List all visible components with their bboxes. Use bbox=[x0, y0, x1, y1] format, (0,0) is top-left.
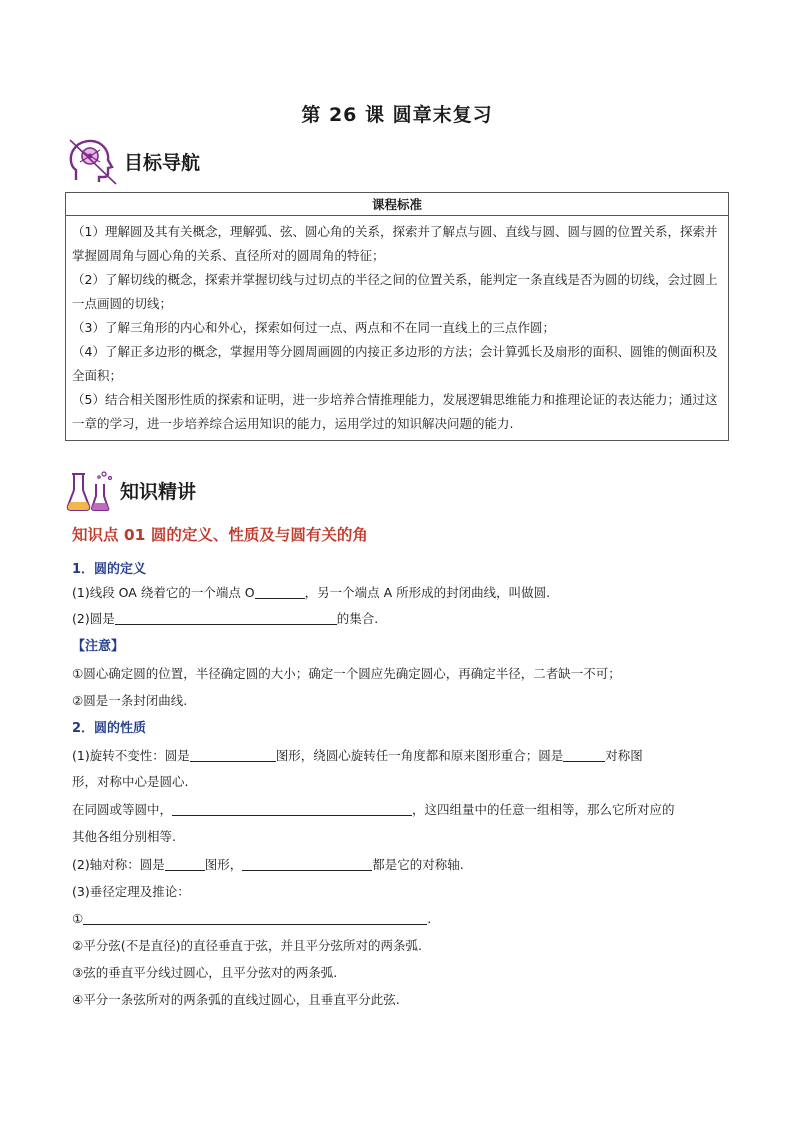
standard-item: （3）了解三角形的内心和外心，探索如何过一点、两点和不在同一直线上的三点作圆； bbox=[72, 320, 555, 335]
property-line-1: (1)旋转不变性：圆是 图形，绕圆心旋转任一角度都和原来图形重合；圆是 对称图 bbox=[72, 748, 643, 763]
note-heading: 【注意】 bbox=[72, 639, 125, 654]
knowledge-point-01-heading: 知识点 01 圆的定义、性质及与圆有关的角 bbox=[72, 526, 368, 544]
table-body bbox=[66, 216, 729, 441]
fill-blank[interactable] bbox=[242, 856, 372, 871]
property-line-5: (2)轴对称：圆是 图形， 都是它的对称轴. bbox=[72, 857, 464, 872]
corollary-1: ① . bbox=[72, 911, 432, 926]
property-line-6: (3)垂径定理及推论： bbox=[72, 884, 190, 899]
fill-blank[interactable] bbox=[255, 584, 305, 599]
fill-blank[interactable] bbox=[115, 610, 337, 625]
course-standards-table bbox=[65, 192, 729, 441]
brain-head-icon bbox=[66, 136, 118, 186]
knowledge-section-header bbox=[66, 468, 196, 512]
definition-line-2: (2)圆是 的集合. bbox=[72, 611, 379, 626]
property-line-3: 在同圆或等圆中， ，这四组量中的任意一组相等，那么它所对应的 bbox=[72, 802, 675, 817]
properties-heading: 2．圆的性质 bbox=[72, 721, 147, 736]
corollary-4: ④平分一条弦所对的两条弧的直线过圆心，且垂直平分此弦. bbox=[72, 992, 400, 1007]
standard-item: （1）理解圆及其有关概念，理解弧、弦、圆心角的关系，探索并了解点与圆、直线与圆、圆与圆的位置关系，探索并掌握圆周角与圆心角的关系、直径所对的圆周角的特征； bbox=[72, 224, 718, 263]
goal-section-title: 目标导航 bbox=[124, 151, 201, 174]
table-header: 课程标准 bbox=[66, 193, 729, 216]
lab-flask-icon bbox=[66, 468, 114, 512]
goal-section-header bbox=[66, 136, 200, 186]
corollary-2: ②平分弦(不是直径)的直径垂直于弦，并且平分弦所对的两条弧. bbox=[72, 938, 422, 953]
fill-blank[interactable] bbox=[172, 801, 412, 816]
property-line-4: 其他各组分别相等. bbox=[72, 829, 176, 844]
note-item-1: ①圆心确定圆的位置，半径确定圆的大小；确定一个圆应先确定圆心，再确定半径，二者缺一不可； bbox=[72, 666, 621, 681]
fill-blank[interactable] bbox=[165, 856, 205, 871]
corollary-3: ③弦的垂直平分线过圆心，且平分弦对的两条弧. bbox=[72, 965, 338, 980]
standard-item: （4）了解正多边形的概念，掌握用等分圆周画圆的内接正多边形的方法；会计算弧长及扇形的面积、圆锥的侧面积及全面积； bbox=[72, 344, 718, 383]
fill-blank[interactable] bbox=[83, 910, 427, 925]
fill-blank[interactable] bbox=[190, 747, 276, 762]
knowledge-section-title: 知识精讲 bbox=[120, 480, 197, 503]
property-line-2: 形，对称中心是圆心. bbox=[72, 774, 189, 789]
definition-heading: 1．圆的定义 bbox=[72, 562, 147, 577]
standard-item: （5）结合相关图形性质的探索和证明，进一步培养合情推理能力，发展逻辑思维能力和推理论证的表达能力；通过这一章的学习，进一步培养综合运用知识的能力，运用学过的知识解决问题的能力. bbox=[72, 392, 718, 431]
fill-blank[interactable] bbox=[563, 747, 605, 762]
definition-line-1: (1)线段 OA 绕着它的一个端点 O ，另一个端点 A 所形成的封闭曲线，叫做圆. bbox=[72, 585, 551, 600]
standard-item: （2）了解切线的概念，探索并掌握切线与过切点的半径之间的位置关系，能判定一条直线是否为圆的切线，会过圆上一点画圆的切线； bbox=[72, 272, 718, 311]
page-title: 第 26 课 圆章末复习 bbox=[301, 104, 493, 126]
note-item-2: ②圆是一条封闭曲线. bbox=[72, 693, 188, 708]
